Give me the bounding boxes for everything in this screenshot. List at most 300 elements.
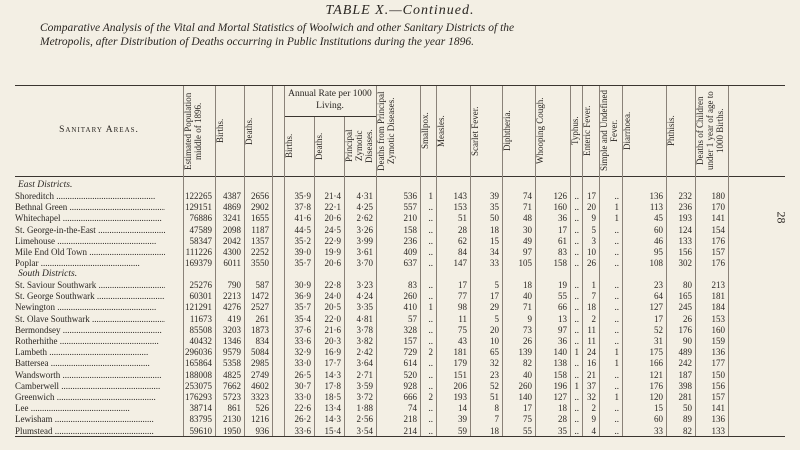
cell-deaths_zymotic: 158	[403, 224, 417, 235]
cell-simple: ..	[614, 336, 619, 346]
cell-smallpox: ..	[428, 403, 433, 414]
cell-scarlet: 35	[490, 202, 499, 213]
cell-enteric: 3	[591, 235, 596, 246]
cell-smallpox: ..	[428, 247, 433, 257]
cell-smallpox: ..	[428, 291, 433, 302]
cell-phthisis: 281	[678, 392, 692, 402]
header-whooping: Whooping Cough.	[535, 97, 545, 165]
table-row	[15, 225, 785, 236]
row-district-name: Plumstead .....	[15, 426, 165, 437]
cell-rate_zymotic: 3·35	[356, 302, 373, 313]
cell-phthisis: 245	[678, 302, 692, 313]
row-district-name: St. Saviour Southwark .....	[15, 280, 165, 291]
cell-deaths_zymotic: 260	[403, 291, 417, 302]
cell-measles: 39	[458, 414, 467, 425]
cell-births: 2098	[223, 224, 241, 235]
cell-scarlet: 39	[490, 191, 499, 201]
cell-diphtheria: 260	[518, 380, 532, 391]
cell-simple: ..	[614, 403, 619, 414]
cell-simple: ..	[614, 280, 619, 290]
row-district-name: Lee .....	[15, 403, 165, 414]
cell-rate_births: 41·6	[294, 213, 311, 224]
table-row	[15, 191, 785, 202]
table-row	[15, 302, 785, 313]
row-district-name: Wandsworth .....	[15, 370, 165, 381]
cell-deaths: 5084	[251, 347, 269, 358]
cell-deaths: 2252	[251, 247, 269, 257]
cell-rate_zymotic: 2·42	[356, 347, 373, 358]
cell-measles: 179	[453, 358, 467, 369]
header-rate_zymotic: Principal Zymotic Diseases.	[344, 129, 374, 163]
cell-population: 40432	[189, 336, 212, 346]
cell-whooping: 61	[558, 235, 567, 246]
cell-scarlet: 51	[490, 392, 499, 402]
cell-rate_births: 30·7	[294, 380, 311, 391]
cell-phthisis: 133	[678, 235, 692, 246]
cell-diarrhoea: 17	[654, 313, 663, 324]
cell-measles: 59	[458, 425, 467, 436]
cell-rate_births: 26·5	[294, 369, 311, 380]
cell-typhus: ..	[574, 302, 579, 313]
cell-simple: ..	[614, 324, 619, 335]
table-row	[15, 213, 785, 224]
cell-diarrhoea: 113	[649, 202, 663, 213]
cell-infant: 136	[711, 347, 725, 358]
table-subtitle-line-1: Comparative Analysis of the Vital and Mortal Statistics of Woolwich and other Sanitary Districts of the	[40, 22, 515, 34]
cell-rate_deaths: 17·8	[324, 380, 341, 391]
cell-rate_deaths: 20·6	[324, 258, 341, 269]
cell-whooping: 35	[558, 425, 567, 436]
cell-typhus: ..	[574, 258, 579, 269]
cell-phthisis: 232	[678, 191, 692, 201]
cell-deaths: 936	[255, 425, 269, 436]
cell-deaths: 1873	[251, 324, 269, 335]
header-sanitary-areas: Sanitary Areas.	[59, 125, 139, 135]
cell-whooping: 13	[558, 313, 567, 324]
cell-whooping: 83	[558, 247, 567, 257]
row-district-name: Poplar .....	[15, 258, 165, 269]
cell-measles: 151	[453, 369, 467, 380]
cell-rate_deaths: 19·9	[324, 247, 341, 257]
cell-whooping: 36	[558, 336, 567, 346]
row-district-name: Rotherhithe .....	[15, 336, 165, 347]
cell-infant: 181	[711, 291, 725, 302]
table-row	[15, 426, 785, 437]
cell-simple: ..	[614, 224, 619, 235]
cell-typhus: ..	[574, 247, 579, 257]
cell-smallpox: ..	[428, 235, 433, 246]
header-typhus: Typhus.	[570, 116, 580, 146]
row-district-name: Mile End Old Town .....	[15, 247, 165, 258]
cell-deaths: 4602	[251, 380, 269, 391]
cell-typhus: ..	[574, 191, 579, 201]
cell-deaths_zymotic: 214	[403, 425, 417, 436]
table-row	[15, 358, 785, 369]
cell-scarlet: 23	[490, 369, 499, 380]
cell-scarlet: 18	[490, 224, 499, 235]
cell-population: 83795	[189, 414, 212, 425]
cell-simple: ..	[614, 235, 619, 246]
cell-infant: 154	[711, 224, 725, 235]
cell-diphtheria: 139	[518, 347, 532, 358]
cell-smallpox: ..	[428, 258, 433, 269]
row-district-name: St. Olave Southwark .....	[15, 314, 165, 325]
cell-rate_deaths: 13·4	[324, 403, 341, 414]
cell-scarlet: 52	[490, 380, 499, 391]
cell-infant: 157	[711, 247, 725, 257]
cell-diarrhoea: 52	[654, 324, 663, 335]
cell-deaths_zymotic: 210	[403, 213, 417, 224]
cell-population: 38714	[189, 403, 212, 414]
header-rate_births: Births.	[284, 133, 294, 159]
cell-enteric: 2	[591, 403, 596, 414]
cell-diarrhoea: 45	[654, 213, 663, 224]
cell-infant: 170	[711, 202, 725, 213]
cell-births: 6011	[223, 258, 241, 269]
cell-diphtheria: 71	[523, 202, 532, 213]
cell-scarlet: 10	[490, 336, 499, 346]
cell-births: 790	[227, 280, 241, 290]
cell-rate_zymotic: 4·31	[356, 191, 373, 201]
cell-smallpox: ..	[428, 425, 433, 436]
cell-births: 1346	[223, 336, 241, 346]
cell-smallpox: ..	[428, 213, 433, 224]
cell-deaths: 2749	[251, 369, 269, 380]
cell-measles: 84	[458, 247, 467, 257]
cell-population: 129151	[185, 202, 212, 213]
table-row	[15, 403, 785, 414]
cell-whooping: 158	[553, 369, 567, 380]
cell-smallpox: ..	[428, 358, 433, 369]
cell-enteric: 20	[587, 202, 596, 213]
cell-infant: 177	[711, 358, 725, 369]
cell-infant: 184	[711, 302, 725, 313]
cell-rate_births: 39·0	[294, 247, 311, 257]
cell-measles: 147	[453, 258, 467, 269]
cell-rate_births: 33·0	[294, 392, 311, 402]
cell-scarlet: 50	[490, 213, 499, 224]
cell-diarrhoea: 108	[649, 258, 663, 269]
cell-deaths_zymotic: 409	[403, 247, 417, 257]
cell-rate_deaths: 22·1	[324, 202, 341, 213]
cell-deaths_zymotic: 536	[403, 191, 417, 201]
cell-infant: 213	[711, 280, 725, 290]
cell-whooping: 196	[553, 380, 567, 391]
cell-rate_births: 35·2	[294, 235, 311, 246]
cell-deaths: 2527	[251, 302, 269, 313]
cell-smallpox: 2	[428, 392, 433, 402]
cell-deaths: 1357	[251, 235, 269, 246]
cell-measles: 17	[458, 280, 467, 290]
cell-births: 4387	[223, 191, 241, 201]
cell-rate_births: 35·4	[294, 313, 311, 324]
cell-infant: 156	[711, 380, 725, 391]
cell-infant: 176	[711, 258, 725, 269]
cell-scarlet: 7	[494, 414, 499, 425]
cell-rate_zymotic: 3·54	[356, 425, 373, 436]
cell-scarlet: 5	[494, 313, 499, 324]
cell-diphtheria: 97	[523, 247, 532, 257]
cell-rate_deaths: 20·3	[324, 336, 341, 346]
cell-diphtheria: 55	[523, 425, 532, 436]
cell-smallpox: 1	[428, 191, 433, 201]
cell-infant: 150	[711, 369, 725, 380]
cell-whooping: 138	[553, 358, 567, 369]
cell-diphtheria: 105	[518, 258, 532, 269]
cell-smallpox: 1	[428, 302, 433, 313]
row-district-name: Bermondsey .....	[15, 325, 165, 336]
cell-typhus: ..	[574, 291, 579, 302]
table-row	[15, 347, 785, 358]
cell-phthisis: 80	[683, 280, 692, 290]
cell-diarrhoea: 136	[649, 191, 663, 201]
cell-deaths_zymotic: 328	[403, 324, 417, 335]
cell-diarrhoea: 15	[654, 403, 663, 414]
cell-rate_deaths: 22·0	[324, 313, 341, 324]
cell-diarrhoea: 121	[649, 369, 663, 380]
cell-phthisis: 242	[678, 358, 692, 369]
table-row	[15, 247, 785, 258]
cell-rate_births: 35·9	[294, 191, 311, 201]
cell-diphtheria: 26	[523, 336, 532, 346]
cell-measles: 75	[458, 324, 467, 335]
header-bottom-rule	[15, 176, 785, 177]
cell-infant: 153	[711, 313, 725, 324]
cell-whooping: 140	[553, 347, 567, 358]
cell-deaths_zymotic: 218	[403, 414, 417, 425]
table-row	[15, 202, 785, 213]
table-row	[15, 392, 785, 403]
cell-simple: 1	[614, 213, 619, 224]
cell-population: 59610	[189, 425, 212, 436]
cell-simple: 1	[614, 347, 619, 358]
cell-population: 47589	[189, 224, 212, 235]
cell-phthisis: 156	[678, 247, 692, 257]
cell-whooping: 97	[558, 324, 567, 335]
cell-simple: ..	[614, 302, 619, 313]
cell-typhus: ..	[574, 403, 579, 414]
cell-deaths_zymotic: 74	[408, 403, 417, 414]
cell-typhus: ..	[574, 358, 579, 369]
cell-births: 5358	[223, 358, 241, 369]
cell-diarrhoea: 46	[654, 235, 663, 246]
cell-enteric: 21	[587, 369, 596, 380]
cell-measles: 28	[458, 224, 467, 235]
cell-enteric: 5	[591, 224, 596, 235]
cell-rate_zymotic: 3·78	[356, 324, 373, 335]
cell-rate_births: 35·7	[294, 258, 311, 269]
cell-typhus: ..	[574, 336, 579, 346]
cell-typhus: ..	[574, 280, 579, 290]
cell-phthisis: 82	[683, 425, 692, 436]
cell-whooping: 17	[558, 224, 567, 235]
cell-rate_zymotic: 3·26	[356, 224, 373, 235]
cell-measles: 11	[458, 313, 467, 324]
cell-measles: 43	[458, 336, 467, 346]
annual-rate-underline	[284, 116, 376, 117]
cell-diarrhoea: 33	[654, 425, 663, 436]
cell-measles: 181	[453, 347, 467, 358]
cell-typhus: ..	[574, 369, 579, 380]
header-diphtheria: Diphtheria.	[502, 110, 512, 152]
cell-births: 2042	[223, 235, 241, 246]
cell-enteric: 26	[587, 258, 596, 269]
cell-deaths: 1187	[251, 224, 269, 235]
cell-smallpox: ..	[428, 313, 433, 324]
header-annual-rate: Annual Rate per 1000 Living.	[288, 89, 372, 111]
cell-population: 76886	[189, 213, 212, 224]
cell-diarrhoea: 31	[654, 336, 663, 346]
cell-diphtheria: 75	[523, 414, 532, 425]
cell-rate_zymotic: 3·82	[356, 336, 373, 346]
cell-rate_zymotic: 4·24	[356, 291, 373, 302]
header-deaths: Deaths.	[244, 117, 254, 145]
cell-simple: ..	[614, 369, 619, 380]
cell-smallpox: ..	[428, 414, 433, 425]
cell-births: 4300	[223, 247, 241, 257]
cell-rate_births: 36·9	[294, 291, 311, 302]
cell-enteric: 9	[591, 213, 596, 224]
cell-whooping: 36	[558, 213, 567, 224]
cell-simple: 1	[614, 202, 619, 213]
table-row	[15, 414, 785, 425]
cell-rate_deaths: 24·0	[324, 291, 341, 302]
row-district-name: Shoreditch .....	[15, 191, 165, 202]
cell-whooping: 28	[558, 414, 567, 425]
cell-enteric: 10	[587, 247, 596, 257]
cell-scarlet: 8	[494, 403, 499, 414]
cell-diphtheria: 82	[523, 358, 532, 369]
cell-rate_deaths: 24·5	[324, 224, 341, 235]
cell-deaths_zymotic: 410	[403, 302, 417, 313]
table-subtitle-line-2: Metropolis, after Distribution of Deaths occurring in Public Institutions during the year 1896.	[40, 36, 474, 48]
cell-phthisis: 26	[683, 313, 692, 324]
cell-rate_deaths: 17·7	[324, 358, 341, 369]
cell-rate_births: 26·2	[294, 414, 311, 425]
cell-rate_deaths: 22·8	[324, 280, 341, 290]
cell-rate_deaths: 15·4	[324, 425, 341, 436]
cell-measles: 143	[453, 191, 467, 201]
header-enteric: Enteric Fever.	[582, 105, 592, 157]
cell-population: 169379	[185, 258, 212, 269]
cell-births: 419	[227, 313, 241, 324]
cell-scarlet: 15	[490, 235, 499, 246]
cell-measles: 62	[458, 235, 467, 246]
cell-rate_births: 22·6	[294, 403, 311, 414]
cell-enteric: 37	[587, 380, 596, 391]
table-row	[15, 325, 785, 336]
cell-phthisis: 176	[678, 324, 692, 335]
cell-rate_births: 37·6	[294, 324, 311, 335]
cell-deaths: 834	[255, 336, 269, 346]
cell-simple: ..	[614, 191, 619, 201]
cell-deaths_zymotic: 57	[408, 313, 417, 324]
cell-rate_zymotic: 3·61	[356, 247, 373, 257]
cell-population: 111226	[185, 247, 212, 257]
cell-deaths: 3550	[251, 258, 269, 269]
cell-population: 188008	[185, 369, 212, 380]
cell-rate_zymotic: 4·25	[356, 202, 373, 213]
cell-phthisis: 89	[683, 414, 692, 425]
cell-phthisis: 90	[683, 336, 692, 346]
cell-diarrhoea: 95	[654, 247, 663, 257]
cell-simple: ..	[614, 380, 619, 391]
cell-smallpox: ..	[428, 336, 433, 346]
cell-simple: 1	[614, 392, 619, 402]
table-row	[15, 314, 785, 325]
cell-deaths: 2985	[251, 358, 269, 369]
cell-scarlet: 5	[494, 280, 499, 290]
cell-deaths_zymotic: 83	[408, 280, 417, 290]
row-district-name: Whitechapel .....	[15, 213, 165, 224]
cell-whooping: 19	[558, 280, 567, 290]
cell-births: 2130	[223, 414, 241, 425]
cell-rate_births: 32·9	[294, 347, 311, 358]
cell-scarlet: 33	[490, 258, 499, 269]
cell-births: 3241	[223, 213, 241, 224]
cell-births: 4869	[223, 202, 241, 213]
cell-typhus: 1	[574, 347, 579, 358]
cell-births: 2213	[223, 291, 241, 302]
cell-diarrhoea: 64	[654, 291, 663, 302]
cell-phthisis: 398	[678, 380, 692, 391]
cell-rate_births: 35·7	[294, 302, 311, 313]
cell-diarrhoea: 175	[649, 347, 663, 358]
cell-infant: 141	[711, 213, 725, 224]
cell-smallpox: ..	[428, 202, 433, 213]
cell-infant: 160	[711, 324, 725, 335]
cell-simple: ..	[614, 313, 619, 324]
cell-deaths: 587	[255, 280, 269, 290]
cell-infant: 141	[711, 403, 725, 414]
cell-rate_zymotic: 3·64	[356, 358, 373, 369]
cell-diarrhoea: 176	[649, 380, 663, 391]
cell-diphtheria: 140	[518, 392, 532, 402]
header-deaths_zymotic: Deaths from Principal Zymotic Diseases.	[376, 91, 396, 171]
cell-rate_births: 33·6	[294, 425, 311, 436]
cell-phthisis: 193	[678, 213, 692, 224]
cell-diphtheria: 40	[523, 291, 532, 302]
cell-whooping: 160	[553, 202, 567, 213]
cell-deaths_zymotic: 557	[403, 202, 417, 213]
cell-typhus: ..	[574, 224, 579, 235]
cell-births: 1950	[223, 425, 241, 436]
cell-phthisis: 165	[678, 291, 692, 302]
cell-rate_zymotic: 3·23	[356, 280, 373, 290]
table-row	[15, 291, 785, 302]
cell-diphtheria: 48	[523, 213, 532, 224]
cell-phthisis: 50	[683, 403, 692, 414]
cell-smallpox: ..	[428, 280, 433, 290]
cell-scarlet: 18	[490, 425, 499, 436]
cell-whooping: 66	[558, 302, 567, 313]
cell-population: 85508	[189, 324, 212, 335]
cell-deaths_zymotic: 614	[403, 358, 417, 369]
table-title: TABLE X.—Continued.	[325, 3, 475, 18]
row-district-name: Battersea .....	[15, 358, 165, 369]
cell-typhus: ..	[574, 235, 579, 246]
cell-population: 121291	[185, 302, 212, 313]
cell-enteric: 2	[591, 313, 596, 324]
cell-deaths_zymotic: 666	[403, 392, 417, 402]
cell-simple: ..	[614, 291, 619, 302]
cell-scarlet: 20	[490, 324, 499, 335]
cell-deaths: 2656	[251, 191, 269, 201]
cell-rate_births: 33·6	[294, 336, 311, 346]
page-number: 28	[774, 211, 789, 224]
table-row	[15, 280, 785, 291]
cell-population: 11673	[189, 313, 212, 324]
